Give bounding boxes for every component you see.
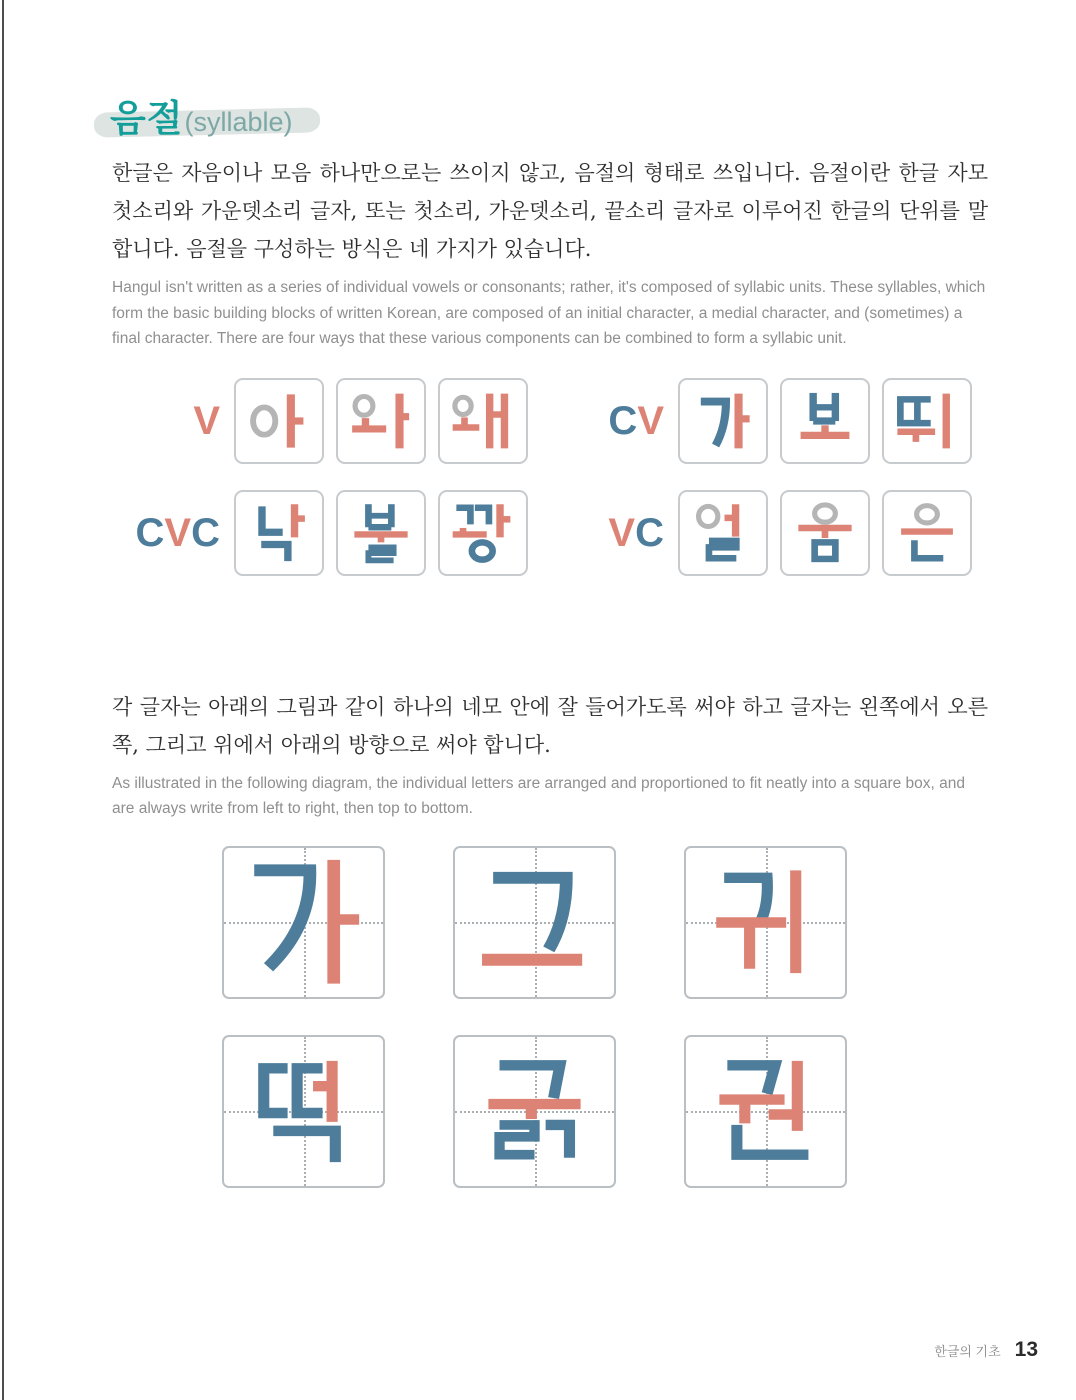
intro-paragraph-korean: 한글은 자음이나 모음 하나만으로는 쓰이지 않고, 음절의 형태로 쓰입니다. 음절이란 한글 자모 첫소리와 가운뎃소리 글자, 또는 첫소리, 가운뎃소리, 끝소리 글자로 이루어진 한글의 단위를 말합니다. 음절을 구성하는 방식은 네 가지가 있습니다. [112, 161, 988, 261]
hangul-glyph [686, 385, 760, 457]
syllable-example-box [438, 490, 528, 576]
pattern-group-cvc [132, 490, 540, 576]
syllable-example-box [882, 378, 972, 464]
hangul-glyph [890, 385, 964, 457]
hangul-glyph [242, 385, 316, 457]
letter-box [222, 1035, 385, 1188]
pattern-row-1 [132, 378, 984, 464]
pattern-label-v [132, 398, 220, 443]
pattern-label-letter: V [637, 398, 664, 443]
footer-chapter-label: 한글의 기초 [934, 1344, 1001, 1359]
hangul-glyph [788, 385, 862, 457]
hangul-glyph [686, 497, 760, 569]
syllable-example-box [678, 490, 768, 576]
hangul-glyph [344, 497, 418, 569]
pattern-label-cvc [132, 510, 220, 555]
intro-paragraph-english: Hangul isn't written as a series of individual vowels or consonants; rather, it's composed of syllabic units. These syllables, which form the basic building blocks of written Korean, are composed of an initial character, a medial character, and (sometimes) a final character. There are four ways that these various components can be combined to form a syllabic unit. [112, 279, 986, 347]
syllable-example-box [678, 378, 768, 464]
pattern-label-letter: C [635, 510, 664, 555]
letter-box [453, 846, 616, 999]
hangul-glyph [224, 1037, 383, 1186]
pattern-label-letter: C [135, 510, 165, 555]
hangul-glyph [686, 848, 845, 997]
hangul-glyph [446, 497, 520, 569]
pattern-group-cv [540, 378, 984, 464]
hangul-glyph [224, 848, 383, 997]
hangul-glyph [455, 1037, 614, 1186]
syllable-pattern-diagram [132, 378, 984, 576]
footer-page-number: 13 [1014, 1338, 1038, 1361]
hangul-glyph [344, 385, 418, 457]
hangul-glyph [890, 497, 964, 569]
writing-paragraph-korean: 각 글자는 아래의 그림과 같이 하나의 네모 안에 잘 들어가도록 써야 하고 글자는 왼쪽에서 오른쪽, 그리고 위에서 아래의 방향으로 써야 합니다. [112, 694, 988, 757]
section-title-english: (syllable) [184, 107, 293, 137]
hangul-glyph [446, 385, 520, 457]
syllable-example-box [438, 378, 528, 464]
pattern-label-letter: V [608, 510, 636, 555]
syllable-example-box [882, 490, 972, 576]
syllable-example-box [780, 378, 870, 464]
hangul-glyph [242, 497, 316, 569]
syllable-example-box [780, 490, 870, 576]
syllable-example-box [234, 490, 324, 576]
letter-box [222, 846, 385, 999]
section-title [110, 88, 293, 139]
section-title-korean: 음절 [110, 98, 184, 139]
letter-box-diagram [222, 846, 984, 1188]
syllable-example-box [336, 490, 426, 576]
pattern-label-cv [604, 398, 664, 443]
pattern-label-letter: C [191, 510, 220, 555]
pattern-row-2 [132, 490, 984, 576]
pattern-group-v [132, 378, 540, 464]
syllable-example-box [234, 378, 324, 464]
writing-paragraph-english: As illustrated in the following diagram, the individual letters are arranged and proportioned to fit neatly into a square box, and are always write from left to right, then top to bottom. [112, 774, 966, 817]
letter-box [684, 846, 847, 999]
syllable-example-box [336, 378, 426, 464]
pattern-label-vc [604, 510, 664, 555]
pattern-group-vc [540, 490, 984, 576]
hangul-glyph [455, 848, 614, 997]
letter-box [453, 1035, 616, 1188]
page-footer [934, 1338, 1038, 1362]
hangul-glyph [686, 1037, 845, 1186]
pattern-label-letter: V [193, 398, 220, 443]
pattern-label-letter: C [608, 398, 638, 443]
hangul-glyph [788, 497, 862, 569]
pattern-label-letter: V [164, 510, 192, 555]
letter-box [684, 1035, 847, 1188]
page-scan-edge [2, 0, 4, 1400]
